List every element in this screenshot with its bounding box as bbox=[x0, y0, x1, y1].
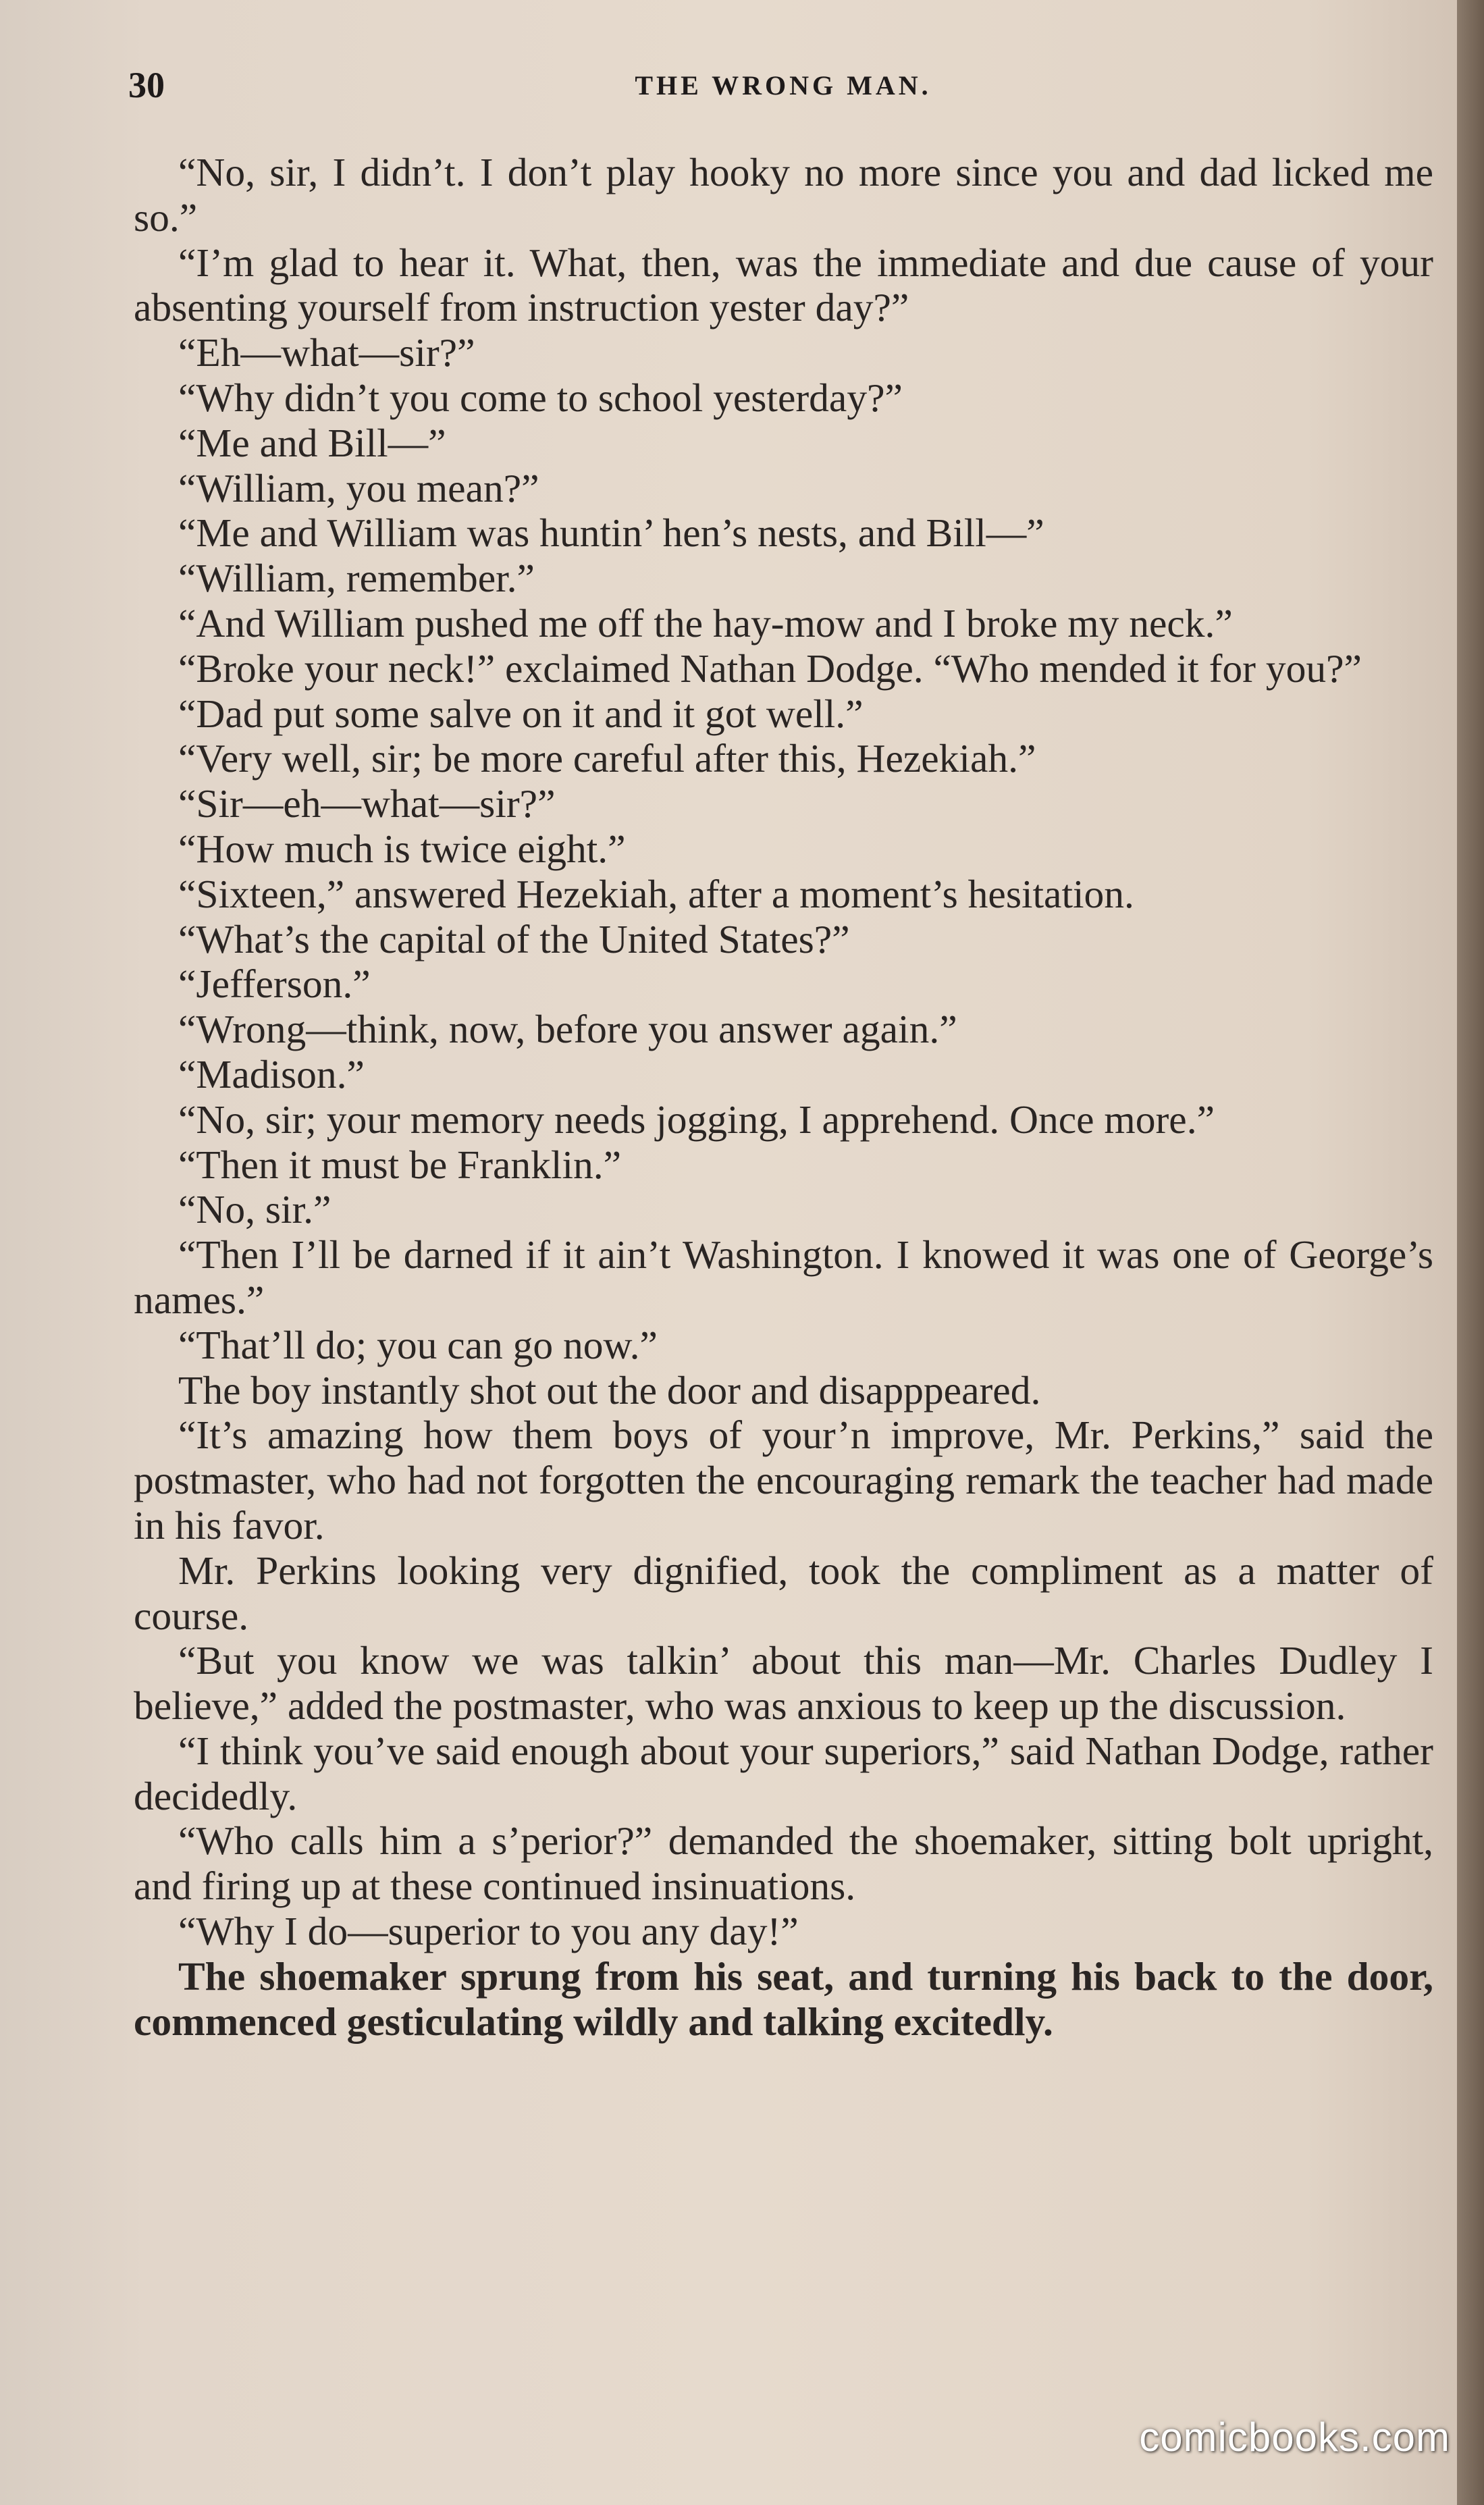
paragraph: “But you know we was talkin’ about this man—Mr. Charles Dudley I believe,” added the postmaster, who was anxious to keep up the discussion. bbox=[134, 1638, 1433, 1729]
page-header bbox=[128, 64, 1438, 111]
paragraph: “No, sir.” bbox=[178, 1187, 332, 1232]
paragraph: “Then I’ll be darned if it ain’t Washington. I knowed it was one of George’s names.” bbox=[134, 1232, 1433, 1322]
paragraph: “I think you’ve said enough about your superiors,” said Nathan Dodge, rather decidedly. bbox=[134, 1728, 1433, 1818]
paragraph: “I’m glad to hear it. What, then, was the immediate and due cause of your absenting yourself from instruction yester day?” bbox=[134, 240, 1433, 330]
paragraph: “Why didn’t you come to school yesterday?” bbox=[178, 375, 903, 420]
paragraph: “What’s the capital of the United States?” bbox=[178, 916, 850, 961]
watermark: comicbooks.com bbox=[1139, 2415, 1450, 2460]
paragraph: Mr. Perkins looking very dignified, took the compliment as a matter of course. bbox=[134, 1548, 1433, 1638]
paragraph: The boy instantly shot out the door and disapppeared. bbox=[178, 1367, 1041, 1413]
paragraph: “Madison.” bbox=[178, 1051, 365, 1097]
paragraph: “Jefferson.” bbox=[178, 961, 371, 1007]
paragraph: “Wrong—think, now, before you answer again.” bbox=[178, 1007, 957, 1052]
paragraph: The shoemaker sprung from his seat, and turning his back to the door, commenced gesticulating wildly and talking excitedly. bbox=[134, 1953, 1433, 2044]
paragraph: “Broke your neck!” exclaimed Nathan Dodge. “Who mended it for you?” bbox=[178, 645, 1362, 691]
paragraph: “Sixteen,” answered Hezekiah, after a moment’s hesitation. bbox=[178, 871, 1134, 916]
paragraph: “Eh—what—sir?” bbox=[178, 330, 475, 375]
paragraph: “Very well, sir; be more careful after this, Hezekiah.” bbox=[178, 736, 1036, 781]
paragraph: “No, sir, I didn’t. I don’t play hooky no more since you and dad licked me so.” bbox=[134, 150, 1433, 240]
paragraph: “No, sir; your memory needs jogging, I apprehend. Once more.” bbox=[178, 1097, 1215, 1142]
paragraph: “Why I do—superior to you any day!” bbox=[178, 1909, 799, 1954]
paragraph: “William, you mean?” bbox=[178, 465, 539, 510]
paragraph: “That’ll do; you can go now.” bbox=[178, 1322, 658, 1367]
paragraph: “Me and Bill—” bbox=[178, 420, 446, 465]
paragraph: “Dad put some salve on it and it got well.” bbox=[178, 691, 864, 736]
paragraph: “And William pushed me off the hay-mow and I broke my neck.” bbox=[178, 600, 1233, 645]
paragraph: “It’s amazing how them boys of your’n improve, Mr. Perkins,” said the postmaster, who had not forgotten the encouraging remark the teacher had made in his favor. bbox=[134, 1413, 1433, 1548]
running-head: THE WRONG MAN. bbox=[635, 70, 932, 101]
paragraph: “Who calls him a s’perior?” demanded the shoemaker, sitting bolt upright, and firing up at these continued insinuations. bbox=[134, 1818, 1433, 1909]
paragraph: “Me and William was huntin’ hen’s nests, and Bill—” bbox=[178, 510, 1044, 556]
paragraph: “Then it must be Franklin.” bbox=[178, 1142, 622, 1187]
paragraph: “Sir—eh—what—sir?” bbox=[178, 781, 556, 826]
page-number: 30 bbox=[128, 65, 165, 105]
page-edge-shadow bbox=[1457, 0, 1484, 2505]
paragraph: “How much is twice eight.” bbox=[178, 826, 626, 871]
paragraph: “William, remember.” bbox=[178, 556, 535, 601]
text-body bbox=[134, 150, 1433, 2044]
